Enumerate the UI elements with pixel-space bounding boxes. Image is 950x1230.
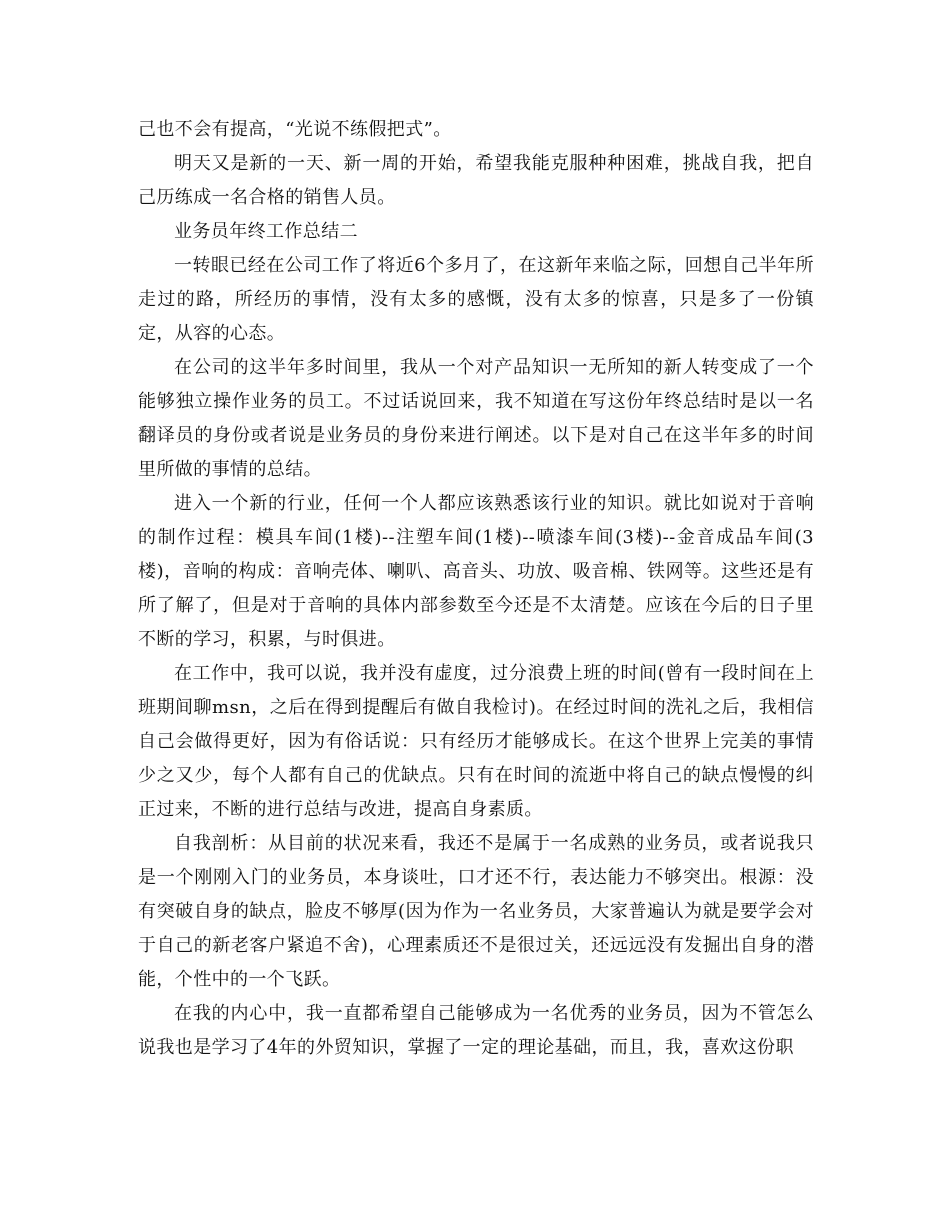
paragraph: 一转眼已经在公司工作了将近6个多月了，在这新年来临之际，回想自己半年所走过的路，所经历的事情，没有太多的感慨，没有太多的惊喜，只是多了一份镇定，从容的心态。 (138, 255, 814, 344)
document-body (138, 113, 814, 1065)
paragraph: 自我剖析：从目前的状况来看，我还不是属于一名成熟的业务员，或者说我只是一个刚刚入门的业务员，本身谈吐，口才还不行，表达能力不够突出。根源：没有突破自身的缺点，脸皮不够厚(因为作为一名业务员，大家普遍认为就是要学会对于自己的新老客户紧追不舍)，心理素质还不是很过关，还远远没有发掘出自身的潜能，个性中的一个飞跃。 (138, 833, 814, 990)
paragraph-continuation: 己也不会有提高，“光说不练假把式”。 (138, 119, 452, 140)
paragraph: 在公司的这半年多时间里，我从一个对产品知识一无所知的新人转变成了一个能够独立操作业务的员工。不过话说回来，我不知道在写这份年终总结时是以一名翻译员的身份或者说是业务员的身份来进行阐述。以下是对自己在这半年多的时间里所做的事情的总结。 (138, 357, 814, 480)
paragraph: 进入一个新的行业，任何一个人都应该熟悉该行业的知识。就比如说对于音响的制作过程：模具车间(1楼)--注塑车间(1楼)--喷漆车间(3楼)--金音成品车间(3楼)，音响的构成：音响壳体、喇叭、高音头、功放、吸音棉、铁网等。这些还是有所了解了，但是对于音响的具体内部参数至今还是不太清楚。应该在今后的日子里不断的学习，积累，与时俱进。 (138, 493, 814, 650)
paragraph: 明天又是新的一天、新一周的开始，希望我能克服种种困难，挑战自我，把自己历练成一名合格的销售人员。 (138, 153, 814, 208)
section-heading: 业务员年终工作总结二 (174, 221, 358, 242)
paragraph: 在我的内心中，我一直都希望自己能够成为一名优秀的业务员，因为不管怎么说我也是学习了4年的外贸知识，掌握了一定的理论基础，而且，我，喜欢这份职 (138, 1003, 814, 1058)
paragraph: 在工作中，我可以说，我并没有虚度，过分浪费上班的时间(曾有一段时间在上班期间聊msn，之后在得到提醒后有做自我检讨)。在经过时间的洗礼之后，我相信自己会做得更好，因为有俗话说：只有经历才能够成长。在这个世界上完美的事情少之又少，每个人都有自己的优缺点。只有在时间的流逝中将自己的缺点慢慢的纠正过来，不断的进行总结与改进，提高自身素质。 (138, 663, 814, 820)
